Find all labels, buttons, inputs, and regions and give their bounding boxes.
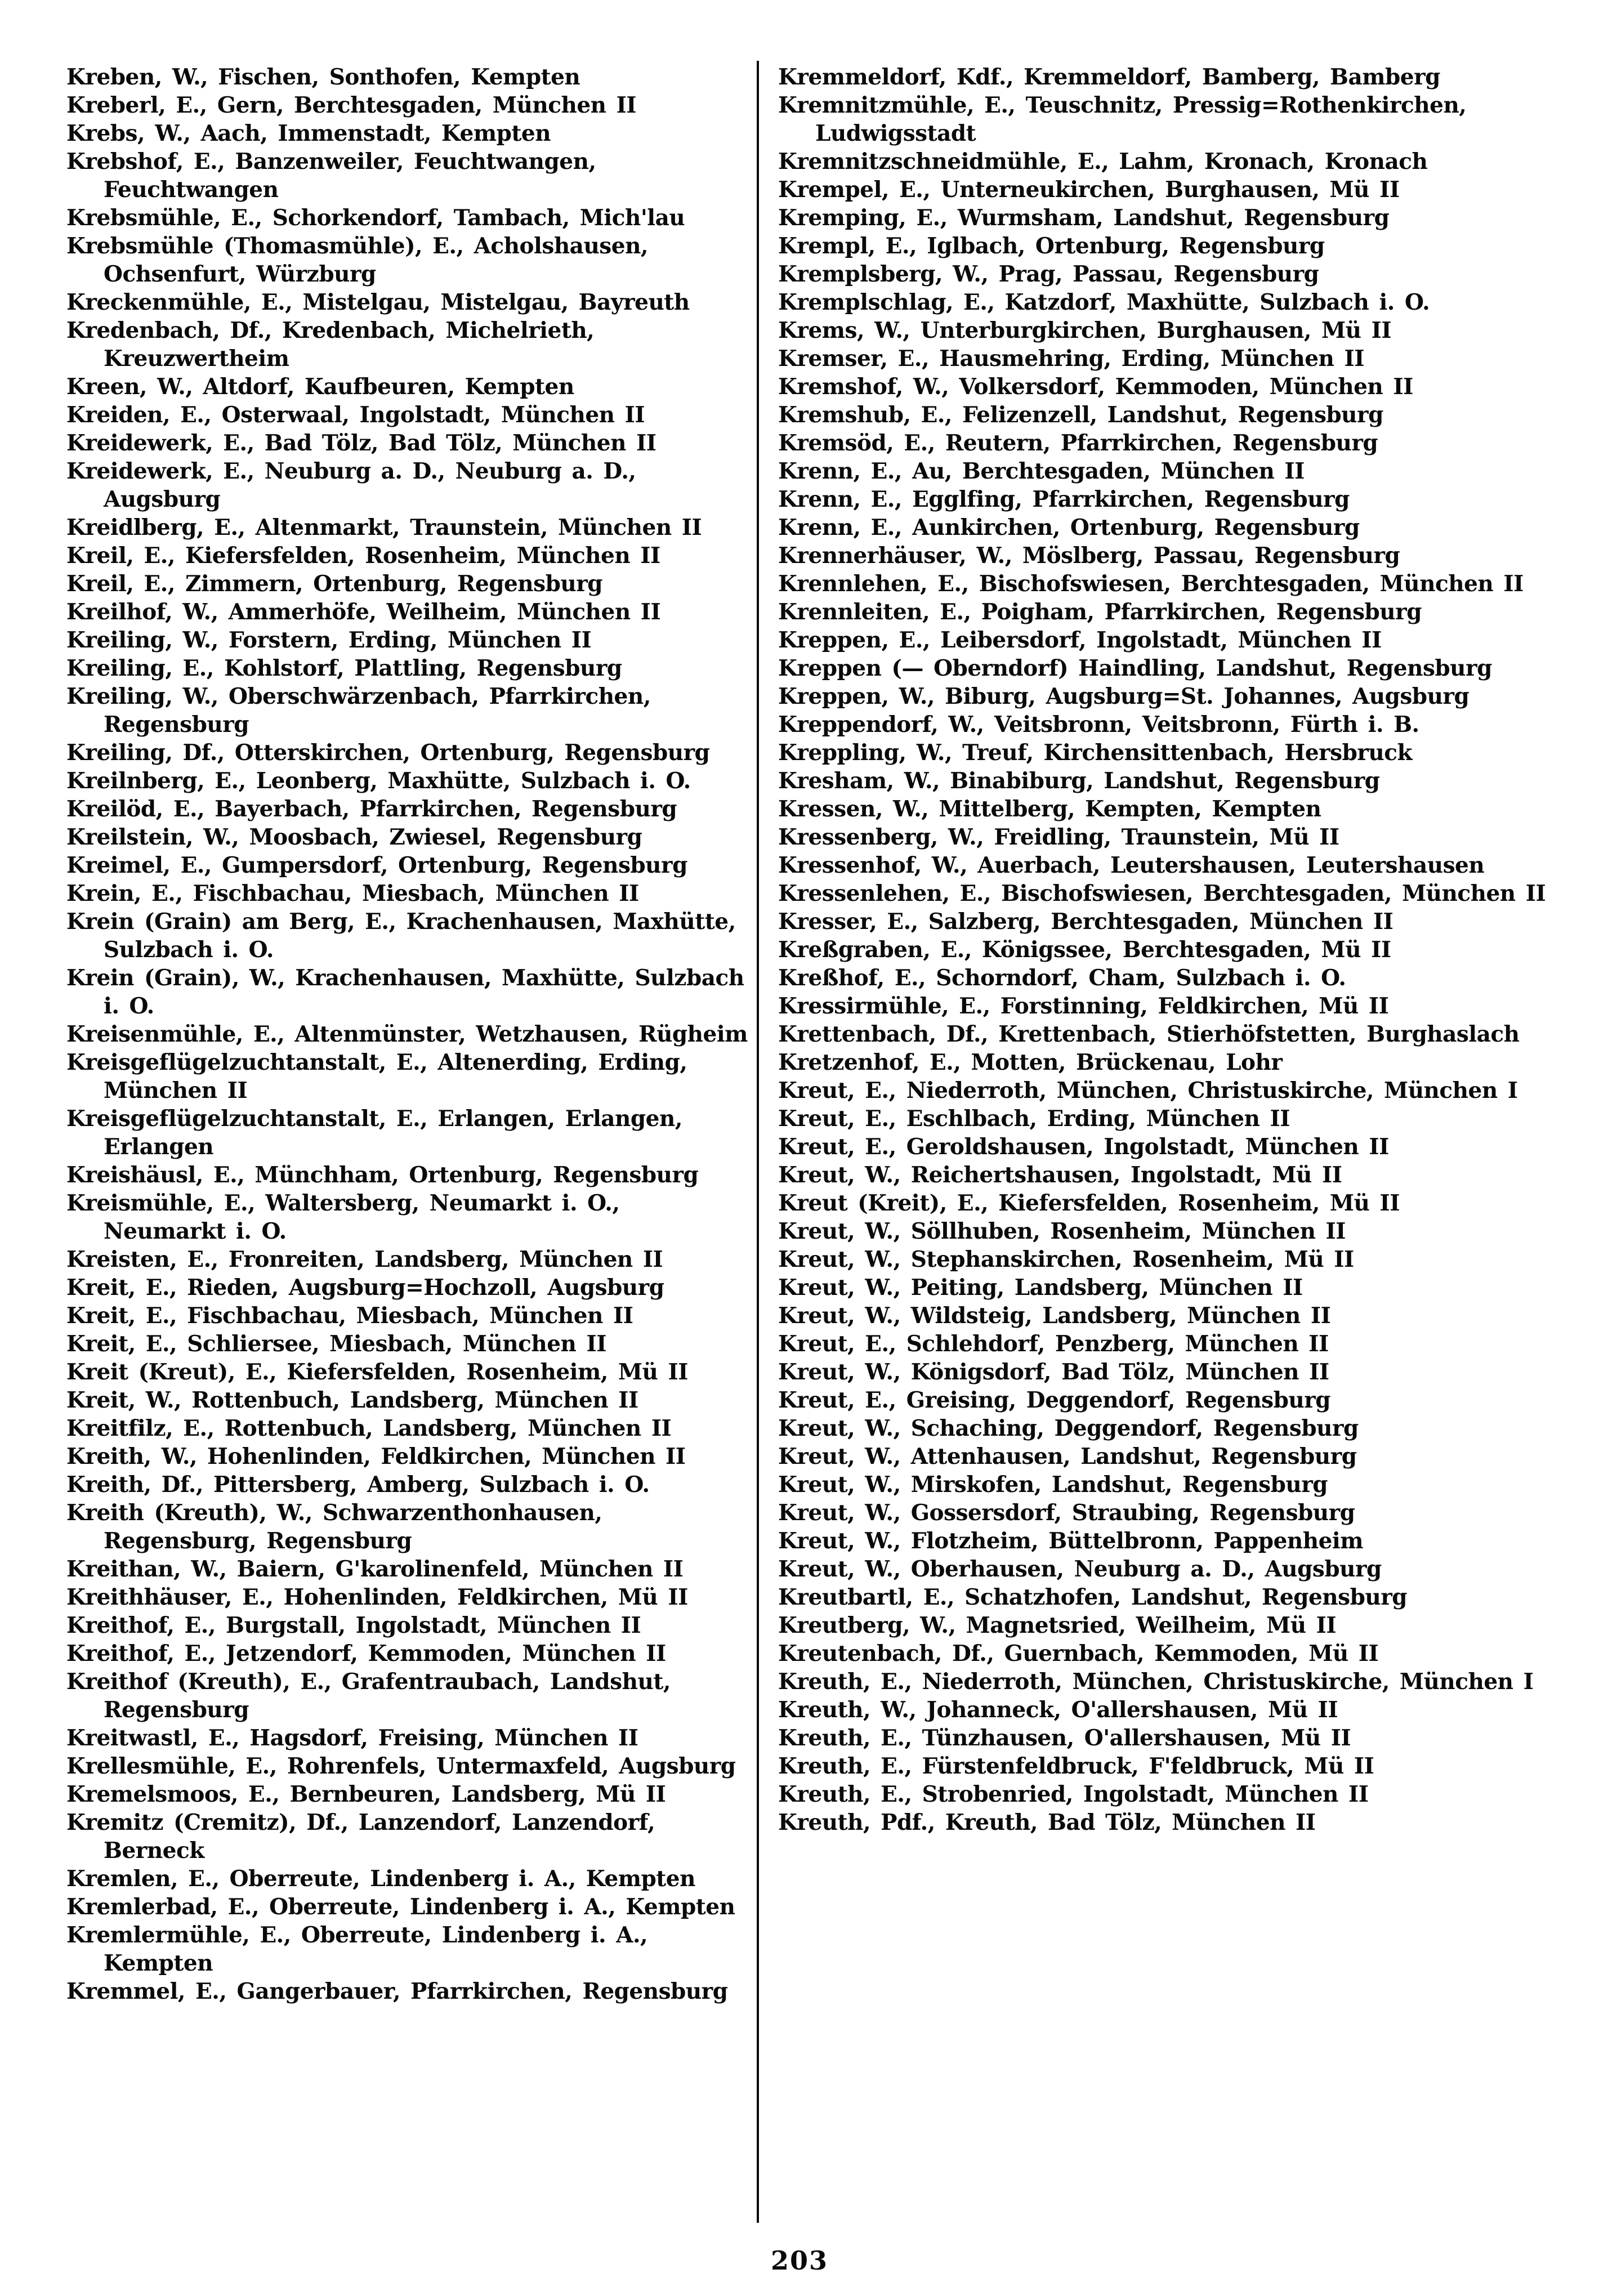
directory-entry: Kremnitzmühle, E., Teuschnitz, Pressig=Rothenkirchen, Ludwigsstadt — [778, 92, 1467, 146]
page-number: 203 — [770, 2245, 829, 2276]
directory-entry: Kreilstein, W., Moosbach, Zwiesel, Regensburg — [66, 824, 642, 850]
directory-entry: Kremlermühle, E., Oberreute, Lindenberg i. A., Kempten — [66, 1922, 648, 1976]
directory-entry: Kreberl, E., Gern, Berchtesgaden, München II — [66, 92, 637, 118]
directory-entry: Kreppen, E., Leibersdorf, Ingolstadt, München II — [778, 627, 1382, 653]
directory-entry: Kreppling, W., Treuf, Kirchensittenbach, Hersbruck — [778, 740, 1413, 766]
directory-entry: Kreut, E., Schlehdorf, Penzberg, München II — [778, 1331, 1329, 1357]
directory-entry: Kreßhof, E., Schorndorf, Cham, Sulzbach i. O. — [778, 965, 1346, 991]
directory-entry: Kreben, W., Fischen, Sonthofen, Kempten — [66, 64, 580, 90]
directory-entry: Kreit, E., Fischbachau, Miesbach, München II — [66, 1303, 633, 1329]
directory-entry: Kremmeldorf, Kdf., Kremmeldorf, Bamberg, Bamberg — [778, 64, 1440, 90]
directory-entry: Kreilhof, W., Ammerhöfe, Weilheim, München II — [66, 599, 661, 625]
directory-entry: Krennerhäuser, W., Möslberg, Passau, Regensburg — [778, 543, 1400, 569]
directory-entry: Kreut, E., Niederroth, München, Christuskirche, München I — [778, 1078, 1518, 1104]
directory-entry: Kreppen (— Oberndorf) Haindling, Landshut, Regensburg — [778, 655, 1492, 681]
directory-entry: Krellesmühle, E., Rohrenfels, Untermaxfeld, Augsburg — [66, 1753, 736, 1779]
directory-entry: Krettenbach, Df., Krettenbach, Stierhöfstetten, Burghaslach — [778, 1021, 1520, 1047]
directory-entry: Krein (Grain), W., Krachenhausen, Maxhütte, Sulzbach i. O. — [66, 965, 744, 1019]
directory-entry: Kreithan, W., Baiern, G'karolinenfeld, München II — [66, 1556, 684, 1582]
right-column — [778, 63, 1564, 1837]
directory-entry: Kreut, W., Peiting, Landsberg, München II — [778, 1275, 1303, 1301]
directory-entry: Kreppendorf, W., Veitsbronn, Veitsbronn, Fürth i. B. — [778, 712, 1419, 738]
directory-entry: Kreuth, E., Niederroth, München, Christuskirche, München I — [778, 1669, 1534, 1695]
directory-entry: Kreut, W., Stephanskirchen, Rosenheim, Mü II — [778, 1247, 1354, 1272]
directory-entry: Kreut, W., Mirskofen, Landshut, Regensburg — [778, 1472, 1328, 1498]
directory-entry: Kreuth, E., Fürstenfeldbruck, F'feldbruck, Mü II — [778, 1753, 1374, 1779]
directory-entry: Kremelsmoos, E., Bernbeuren, Landsberg, Mü II — [66, 1781, 666, 1807]
directory-entry: Kremplsberg, W., Prag, Passau, Regensburg — [778, 261, 1319, 287]
directory-entry: Kreidewerk, E., Neuburg a. D., Neuburg a. D., Augsburg — [66, 458, 636, 512]
directory-entry: Kreckenmühle, E., Mistelgau, Mistelgau, Bayreuth — [66, 289, 690, 315]
directory-entry: Kreit, W., Rottenbuch, Landsberg, München II — [66, 1387, 638, 1413]
directory-entry: Krempel, E., Unterneukirchen, Burghausen, Mü II — [778, 177, 1400, 203]
directory-entry: Kreutenbach, Df., Guernbach, Kemmoden, Mü II — [778, 1641, 1379, 1667]
directory-entry: Krebshof, E., Banzenweiler, Feuchtwangen, Feuchtwangen — [66, 149, 596, 203]
directory-entry: Kreit, E., Rieden, Augsburg=Hochzoll, Augsburg — [66, 1275, 664, 1301]
directory-entry: Kressirmühle, E., Forstinning, Feldkirchen, Mü II — [778, 993, 1389, 1019]
directory-entry: Krenn, E., Egglfing, Pfarrkirchen, Regensburg — [778, 486, 1350, 512]
directory-entry: Kreidewerk, E., Bad Tölz, Bad Tölz, München II — [66, 430, 656, 456]
directory-entry: Kreut, W., Schaching, Deggendorf, Regensburg — [778, 1415, 1359, 1441]
directory-entry: Kremshof, W., Volkersdorf, Kemmoden, München II — [778, 374, 1413, 400]
directory-entry: Kreut, W., Oberhausen, Neuburg a. D., Augsburg — [778, 1556, 1382, 1582]
directory-entry: Kreut, W., Attenhausen, Landshut, Regensburg — [778, 1444, 1357, 1469]
directory-entry: Krebsmühle (Thomasmühle), E., Acholshausen, Ochsenfurt, Würzburg — [66, 233, 648, 287]
directory-entry: Krebsmühle, E., Schorkendorf, Tambach, Mich'lau — [66, 205, 685, 231]
directory-entry: Kreil, E., Kiefersfelden, Rosenheim, München II — [66, 543, 660, 569]
directory-entry: Kretzenhof, E., Motten, Brückenau, Lohr — [778, 1049, 1283, 1075]
directory-entry: Kreut, E., Greising, Deggendorf, Regensburg — [778, 1387, 1331, 1413]
directory-entry: Kreilnberg, E., Leonberg, Maxhütte, Sulzbach i. O. — [66, 768, 691, 794]
directory-entry: Kreut, E., Geroldshausen, Ingolstadt, München II — [778, 1134, 1389, 1160]
directory-entry: Kreithof, E., Jetzendorf, Kemmoden, München II — [66, 1641, 666, 1667]
directory-entry: Krempl, E., Iglbach, Ortenburg, Regensburg — [778, 233, 1325, 259]
directory-entry: Kreiden, E., Osterwaal, Ingolstadt, München II — [66, 402, 645, 428]
directory-entry: Kreithof (Kreuth), E., Grafentraubach, Landshut, Regensburg — [66, 1669, 671, 1723]
directory-entry: Kreilöd, E., Bayerbach, Pfarrkirchen, Regensburg — [66, 796, 677, 822]
directory-entry: Kressenhof, W., Auerbach, Leutershausen, Leutershausen — [778, 852, 1485, 878]
directory-entry: Kreithof, E., Burgstall, Ingolstadt, München II — [66, 1612, 641, 1638]
directory-entry: Kreuth, E., Tünzhausen, O'allershausen, Mü II — [778, 1725, 1351, 1751]
column-divider-rule — [757, 61, 759, 2223]
directory-entry: Kreut, W., Flotzheim, Büttelbronn, Pappenheim — [778, 1528, 1363, 1554]
directory-entry: Krennlehen, E., Bischofswiesen, Berchtesgaden, München II — [778, 571, 1524, 597]
directory-entry: Kremnitzschneidmühle, E., Lahm, Kronach, Kronach — [778, 149, 1428, 175]
directory-entry: Kreithhäuser, E., Hohenlinden, Feldkirchen, Mü II — [66, 1584, 688, 1610]
directory-entry: Kreut, W., Gossersdorf, Straubing, Regensburg — [778, 1500, 1355, 1526]
directory-entry: Kreimel, E., Gumpersdorf, Ortenburg, Regensburg — [66, 852, 687, 878]
directory-entry: Kreppen, W., Biburg, Augsburg=St. Johannes, Augsburg — [778, 684, 1470, 709]
directory-entry: Kreut, W., Reichertshausen, Ingolstadt, Mü II — [778, 1162, 1342, 1188]
directory-entry: Kreuth, W., Johanneck, O'allershausen, Mü II — [778, 1697, 1338, 1723]
directory-entry: Kredenbach, Df., Kredenbach, Michelrieth, Kreuzwertheim — [66, 318, 595, 372]
directory-entry: Kreiling, E., Kohlstorf, Plattling, Regensburg — [66, 655, 622, 681]
directory-entry: Kreith (Kreuth), W., Schwarzenthonhausen, Regensburg, Regensburg — [66, 1500, 602, 1554]
directory-entry: Krennleiten, E., Poigham, Pfarrkirchen, Regensburg — [778, 599, 1422, 625]
directory-entry: Kreishäusl, E., Münchham, Ortenburg, Regensburg — [66, 1162, 699, 1188]
directory-entry: Kremlen, E., Oberreute, Lindenberg i. A., Kempten — [66, 1866, 695, 1892]
directory-entry: Kreiling, Df., Otterskirchen, Ortenburg, Regensburg — [66, 740, 710, 766]
directory-entry: Kreith, W., Hohenlinden, Feldkirchen, München II — [66, 1444, 686, 1469]
directory-entry: Kressenlehen, E., Bischofswiesen, Berchtesgaden, München II — [778, 881, 1546, 906]
directory-entry: Kreen, W., Altdorf, Kaufbeuren, Kempten — [66, 374, 574, 400]
directory-entry: Kreiling, W., Oberschwärzenbach, Pfarrkirchen, Regensburg — [66, 684, 651, 738]
directory-entry: Kremplschlag, E., Katzdorf, Maxhütte, Sulzbach i. O. — [778, 289, 1430, 315]
directory-entry: Kremser, E., Hausmehring, Erding, München II — [778, 346, 1364, 372]
directory-entry: Kreuth, E., Strobenried, Ingolstadt, München II — [778, 1781, 1369, 1807]
directory-entry: Kreismühle, E., Waltersberg, Neumarkt i. O., Neumarkt i. O. — [66, 1190, 620, 1244]
directory-entry: Kreil, E., Zimmern, Ortenburg, Regensburg — [66, 571, 603, 597]
directory-entry: Kreut, E., Eschlbach, Erding, München II — [778, 1106, 1290, 1132]
directory-entry: Kreitwastl, E., Hagsdorf, Freising, München II — [66, 1725, 638, 1751]
directory-entry: Kreith, Df., Pittersberg, Amberg, Sulzbach i. O. — [66, 1472, 650, 1498]
directory-entry: Kreitfilz, E., Rottenbuch, Landsberg, München II — [66, 1415, 672, 1441]
directory-entry: Krenn, E., Au, Berchtesgaden, München II — [778, 458, 1305, 484]
directory-entry: Kreisgeflügelzuchtanstalt, E., Erlangen, Erlangen, Erlangen — [66, 1106, 682, 1160]
directory-entry: Krebs, W., Aach, Immenstadt, Kempten — [66, 120, 551, 146]
directory-entry: Kreit, E., Schliersee, Miesbach, München II — [66, 1331, 606, 1357]
directory-entry: Kreiling, W., Forstern, Erding, München II — [66, 627, 592, 653]
directory-entry: Kreut, W., Königsdorf, Bad Tölz, München II — [778, 1359, 1329, 1385]
directory-entry: Kreut (Kreit), E., Kiefersfelden, Rosenheim, Mü II — [778, 1190, 1400, 1216]
directory-entry: Kreidlberg, E., Altenmarkt, Traunstein, München II — [66, 515, 702, 541]
directory-entry: Kremping, E., Wurmsham, Landshut, Regensburg — [778, 205, 1390, 231]
directory-entry: Kremsöd, E., Reutern, Pfarrkirchen, Regensburg — [778, 430, 1378, 456]
directory-entry: Kremitz (Cremitz), Df., Lanzendorf, Lanzendorf, Berneck — [66, 1810, 655, 1864]
directory-entry: Krein, E., Fischbachau, Miesbach, München II — [66, 881, 639, 906]
directory-entry: Kreisgeflügelzuchtanstalt, E., Altenerding, Erding, München II — [66, 1049, 687, 1104]
directory-entry: Kreisten, E., Fronreiten, Landsberg, München II — [66, 1247, 663, 1272]
directory-entry: Krein (Grain) am Berg, E., Krachenhausen, Maxhütte, Sulzbach i. O. — [66, 909, 736, 963]
directory-entry: Kreutbartl, E., Schatzhofen, Landshut, Regensburg — [778, 1584, 1408, 1610]
directory-entry: Kreut, W., Söllhuben, Rosenheim, München II — [778, 1218, 1346, 1244]
directory-entry: Kressen, W., Mittelberg, Kempten, Kempten — [778, 796, 1321, 822]
directory-entry: Kremmel, E., Gangerbauer, Pfarrkirchen, Regensburg — [66, 1978, 728, 2004]
directory-entry: Kreisenmühle, E., Altenmünster, Wetzhausen, Rügheim — [66, 1021, 748, 1047]
directory-entry: Kreit (Kreut), E., Kiefersfelden, Rosenheim, Mü II — [66, 1359, 688, 1385]
directory-entry: Krems, W., Unterburgkirchen, Burghausen, Mü II — [778, 318, 1392, 343]
directory-entry: Kreßgraben, E., Königssee, Berchtesgaden, Mü II — [778, 937, 1391, 963]
directory-entry: Kreuth, Pdf., Kreuth, Bad Tölz, München II — [778, 1810, 1316, 1835]
directory-entry: Kreut, W., Wildsteig, Landsberg, München II — [778, 1303, 1331, 1329]
directory-entry: Kremlerbad, E., Oberreute, Lindenberg i. A., Kempten — [66, 1894, 735, 1920]
directory-entry: Kremshub, E., Felizenzell, Landshut, Regensburg — [778, 402, 1383, 428]
left-column — [66, 63, 749, 2005]
directory-entry: Kreutberg, W., Magnetsried, Weilheim, Mü II — [778, 1612, 1337, 1638]
directory-entry: Kresham, W., Binabiburg, Landshut, Regensburg — [778, 768, 1380, 794]
directory-entry: Krenn, E., Aunkirchen, Ortenburg, Regensburg — [778, 515, 1360, 541]
directory-entry: Kressenberg, W., Freidling, Traunstein, Mü II — [778, 824, 1339, 850]
directory-entry: Kresser, E., Salzberg, Berchtesgaden, München II — [778, 909, 1393, 935]
